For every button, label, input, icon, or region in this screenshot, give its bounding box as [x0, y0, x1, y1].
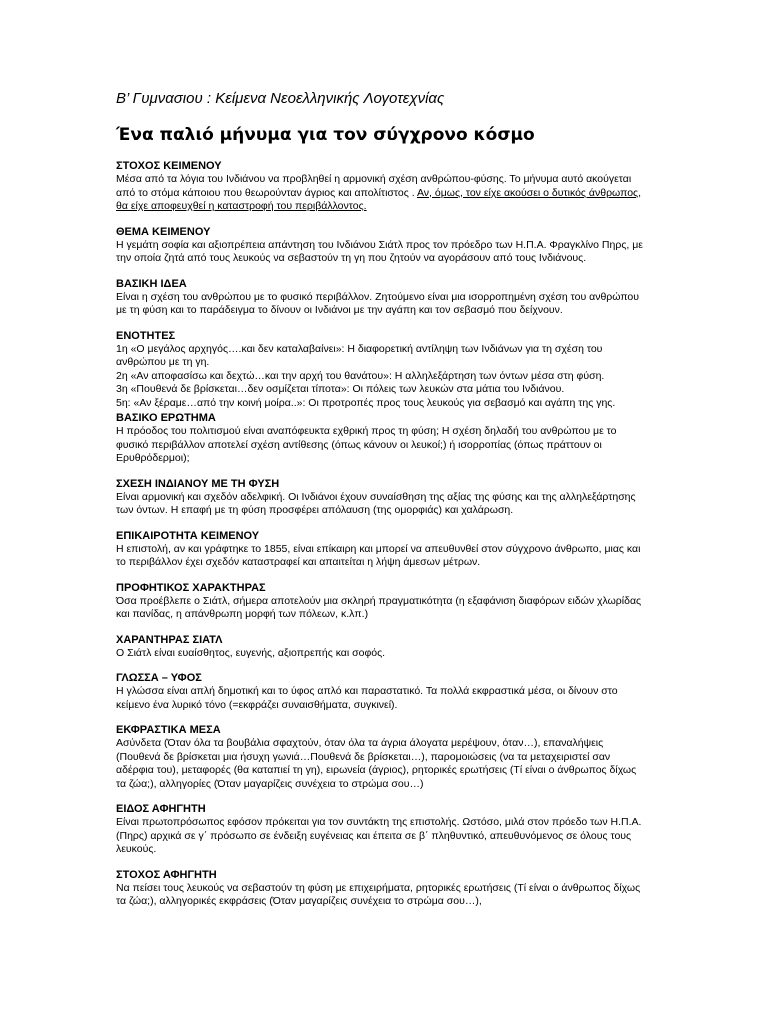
document-page: [116, 90, 646, 921]
section-units: [116, 330, 646, 411]
unit-item: 5η: «Αν ξέραμε…από την κοινή μοίρα..»: Οι προτροπές προς τους λευκούς για σεβασμό και αγάπη της γης.: [116, 396, 616, 409]
section-prophetic-character: [116, 582, 646, 622]
section-text-theme: [116, 226, 646, 266]
section-heading: ΕΝΟΤΗΤΕΣ: [116, 329, 176, 342]
section-heading: ΘΕΜΑ ΚΕΙΜΕΝΟΥ: [116, 225, 211, 238]
section-body: Ασύνδετα (Όταν όλα τα βουβάλια σφαχτούν, όταν όλα τα άγρια άλογατα μερέψουν, όταν…), επαναλήψεις (Πουθενά δε βρίσκεται μια ήσυχη γωνιά…Πουθενά δε βρίσκεται…), παρομοιώσεις (να τα μεταχειριστεί σαν αδέρφια του), μεταφορές (θα καταπιεί τη γη), ειρωνεία (άγριος), ρητορικές ερωτήσεις (Τί είναι ο άνθρωπος δίχως τα ζώα;), αλληγορίες (Όταν μαγαρίζεις συνέχεια το στρώμα σου…): [116, 737, 637, 790]
section-heading: ΓΛΩΣΣΑ – ΥΦΟΣ: [116, 672, 202, 684]
section-body: Είναι αρμονική και σχεδόν αδελφική. Οι Ινδιάνοι έχουν συναίσθηση της αξίας της φύσης και της αλληλεξάρτησης των όντων. Η επαφή με τη φύση προσφέρει απόλαυση (της ομορφιάς) και χαλάρωση.: [116, 490, 636, 516]
section-heading: ΒΑΣΙΚΗ ΙΔΕΑ: [116, 277, 187, 290]
unit-item: 1η «Ο μεγάλος αρχηγός….και δεν καταλαβαίνει»: Η διαφορετική αντίληψη των Ινδιάνων για τη σχέση του ανθρώπου με τη γη.: [116, 342, 603, 368]
section-narrator-goal: [116, 869, 646, 909]
section-heading: ΣΤΟΧΟΣ ΑΦΗΓΗΤΗ: [116, 868, 217, 881]
section-indian-nature-relation: [116, 478, 646, 518]
page-title: Ένα παλιό μήνυμα για τον σύγχρονο κόσμο: [116, 125, 535, 145]
section-heading: ΣΧΕΣΗ ΙΝΔΙΑΝΟΥ ΜΕ ΤΗ ΦΥΣΗ: [116, 477, 280, 490]
section-heading: ΧΑΡΑΝΤΗΡΑΣ ΣΙΑΤΛ: [116, 633, 223, 646]
section-heading: ΕΠΙΚΑΙΡΟΤΗΤΑ ΚΕΙΜΕΝΟΥ: [116, 529, 260, 542]
section-language-style: [116, 672, 646, 712]
section-body-plain: Μέσα από τα λόγια του Ινδιάνου να προβληθεί η αρμονική σχέση ανθρώπου-φύσης. Το μήνυμα αυτό ακούγεται από το στόμα κάποιου που θεωρούνταν άγριος και απολίτιστος .: [116, 173, 632, 199]
section-heading: ΠΡΟΦΗΤΙΚΟΣ ΧΑΡΑΚΤΗΡΑΣ: [116, 581, 266, 594]
section-narrator-type: [116, 803, 646, 857]
section-body: Είναι πρωτοπρόσωπος εφόσον πρόκειται για τον συντάκτη της επιστολής. Ωστόσο, μιλά στον πρόεδο των Η.Π.Α. (Πηρς) αρχικά σε γ΄ πρόσωπο σε ένδειξη ευγένειας και έπειτα σε β΄ πληθυντικό, απευθυνόμενος σε όλους τους λευκούς.: [116, 816, 642, 855]
section-text-goal: [116, 160, 646, 214]
section-expressive-means: [116, 724, 646, 791]
section-heading: ΣΤΟΧΟΣ ΚΕΙΜΕΝΟΥ: [116, 160, 222, 172]
section-heading: ΕΚΦΡΑΣΤΙΚΑ ΜΕΣΑ: [116, 724, 221, 736]
section-relevance: [116, 530, 646, 570]
section-body: Η επιστολή, αν και γράφτηκε το 1855, είναι επίκαιρη και μπορεί να απευθυνθεί στον σύγχρονο άνθρωπο, μιας και το περιβάλλον έχει σχεδόν καταστραφεί και απαιτείται η λήψη άμεσων μέτρων.: [116, 542, 641, 568]
section-body: Όσα προέβλεπε ο Σιάτλ, σήμερα αποτελούν μια σκληρή πραγματικότητα (η εξαφάνιση διαφόρων ειδών χλωρίδας και πανίδας, η απάνθρωπη μορφή των πόλεων, κ.λπ.): [116, 594, 642, 620]
section-body: Η γλώσσα είναι απλή δημοτική και το ύφος απλό και παραστατικό. Τα πολλά εκφραστικά μέσα, οι δίνουν στο κείμενο ένα λυρικό τόνο (=εκφράζει συναισθήματα, συγκινεί).: [116, 685, 618, 711]
unit-item: 3η «Πουθενά δε βρίσκεται…δεν οσμίζεται τίποτα»: Οι πόλεις των λευκών στα μάτια του Ινδιάνου.: [116, 383, 565, 395]
course-subtitle: Β’ Γυμνασιου : Κείμενα Νεοελληνικής Λογοτεχνίας: [116, 90, 445, 107]
section-heading: ΒΑΣΙΚΟ ΕΡΩΤΗΜΑ: [116, 412, 216, 424]
section-body: [116, 173, 646, 214]
section-seattle-character: [116, 634, 646, 661]
section-body: Να πείσει τους λευκούς να σεβαστούν τη φύση με επιχειρήματα, ρητορικές ερωτήσεις (Τί είναι ο άνθρωπος δίχως τα ζώα;), αλληγορικές εκφράσεις (Όταν μαγαρίζεις συνέχεια το στρώμα σου…),: [116, 881, 641, 907]
unit-item: 2η «Αν αποφασίσω και δεχτώ…και την αρχή του θανάτου»: Η αλληλεξάρτηση των όντων μέσα στη φύση.: [116, 369, 605, 382]
section-basic-idea: [116, 278, 646, 318]
section-body-underlined: Αν, όμως, τον είχε ακούσει ο δυτικός άνθρωπος, θα είχε αποφευχθεί η καταστροφή του περιβάλλοντος.: [116, 186, 642, 212]
section-body: Η γεμάτη σοφία και αξιοπρέπεια απάντηση του Ινδιάνου Σιάτλ προς τον πρόεδρο των Η.Π.Α. Φραγκλίνο Πηρς, με την οποία ζητά από τους λευκούς να σεβαστούν τη γη που ζητούν να αγοράσουν από τους Ινδιάνους.: [116, 238, 643, 264]
section-body: Η πρόοδος του πολιτισμού είναι αναπόφευκτα εχθρική προς τη φύση; Η σχέση δηλαδή του ανθρώπου με το φυσικό περιβάλλον αποτελεί σχέση αντίθεσης (όπως κάνουν οι λευκοί;) ή ισορροπίας (όπως πράττουν οι Ερυθρόδερμοι);: [116, 425, 617, 464]
section-body: Ο Σιάτλ είναι ευαίσθητος, ευγενής, αξιοπρεπής και σοφός.: [116, 646, 386, 659]
section-body: Είναι η σχέση του ανθρώπου με το φυσικό περιβάλλον. Ζητούμενο είναι μια ισορροπημένη σχέση του ανθρώπου με τη φύση και το παράδειγμα το δίνουν οι Ινδιάνοι με την αγάπη και τον σεβασμό που δείχνουν.: [116, 290, 640, 316]
section-heading: ΕΙΔΟΣ ΑΦΗΓΗΤΗ: [116, 803, 206, 815]
section-basic-question: [116, 412, 646, 466]
